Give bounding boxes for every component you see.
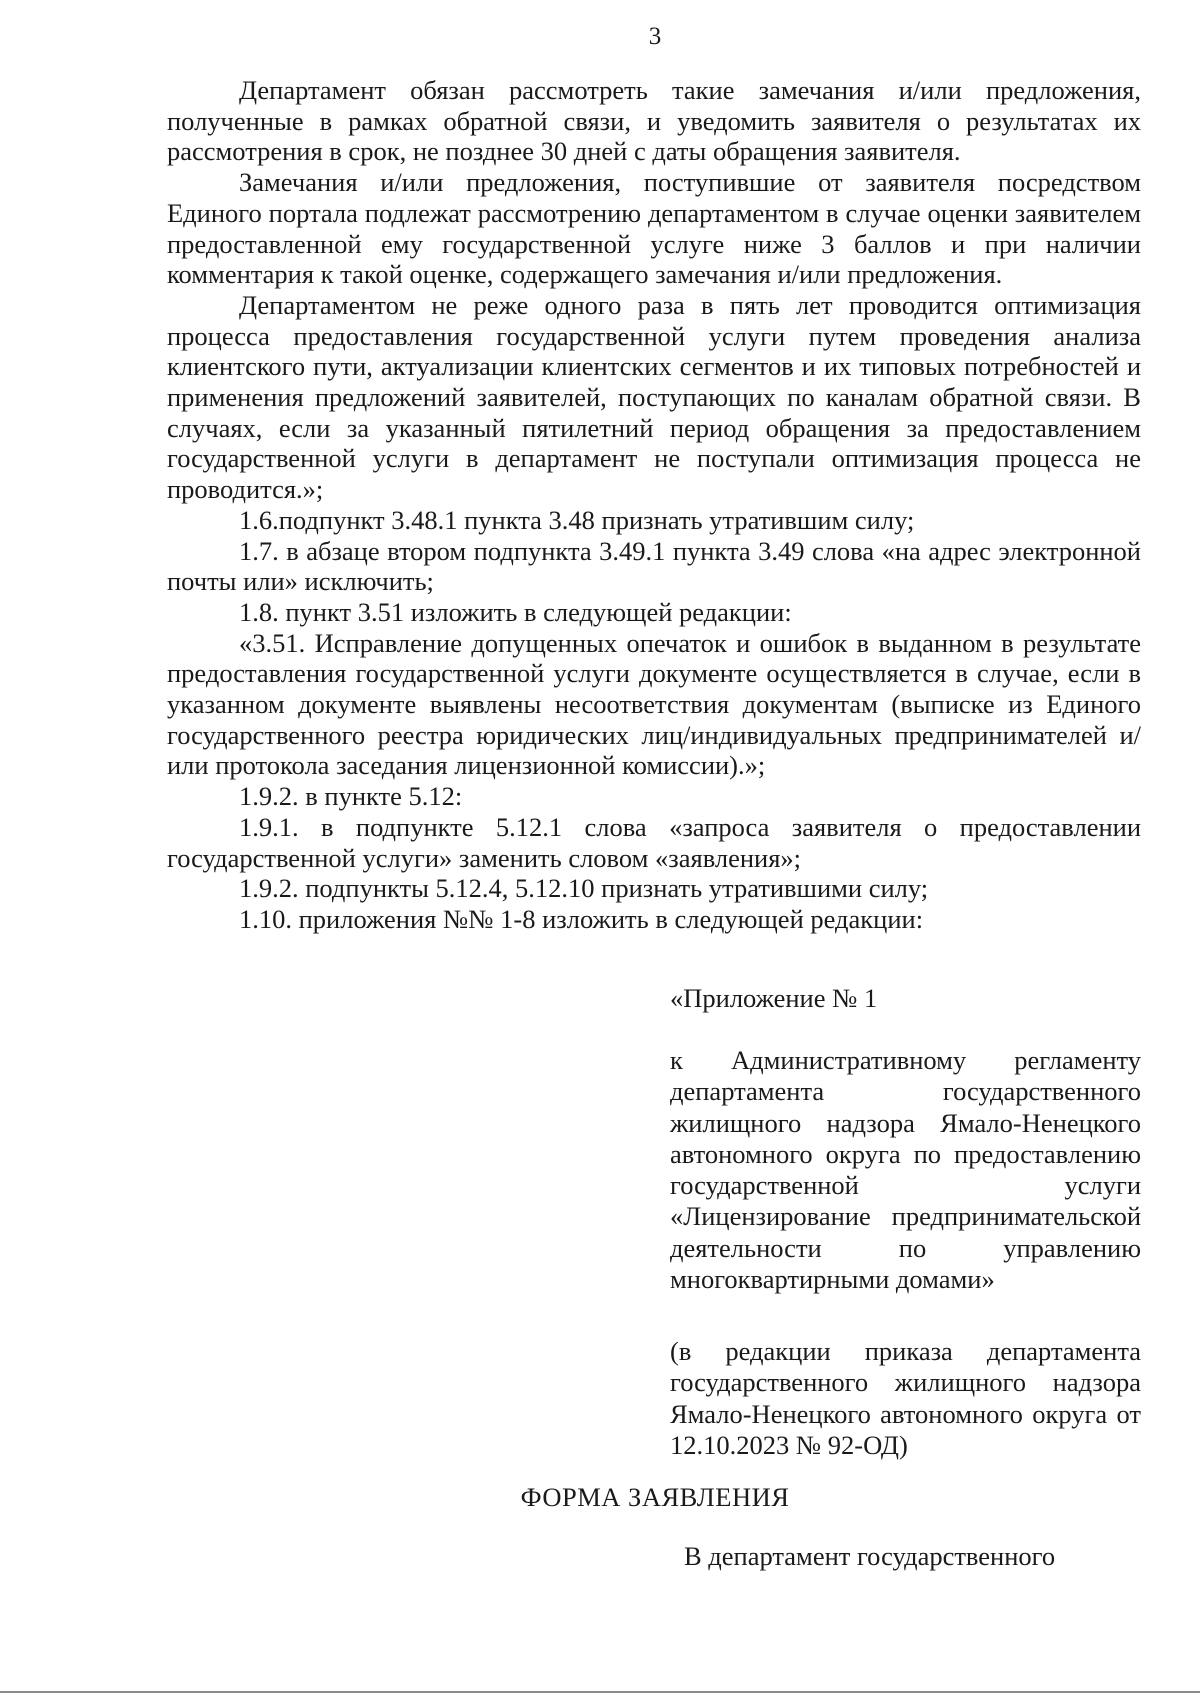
- paragraph-portal-remarks: Замечания и/или предложения, поступившие от заявителя посредством Единого портала подлежат рассмотрению департаментом в случае оценки заявителем предоставленной ему государственной услуге ниже 3 баллов и при наличии комментария к такой оценке, содержащего замечания и/или предложения.: [167, 167, 1141, 290]
- paragraph-item-1-7: 1.7. в абзаце втором подпункта 3.49.1 пункта 3.49 слова «на адрес электронной почты или» исключить;: [167, 535, 1141, 597]
- appendix-regulation-reference: к Административному регламенту департамента государственного жилищного надзора Ямало-Ненецкого автономного округа по предоставлению государственной услуги «Лицензирование предпринимательской деятельности по управлению многоквартирными домами»: [670, 1045, 1141, 1295]
- appendix-edition-note: (в редакции приказа департамента государственного жилищного надзора Ямало-Ненецкого автономного округа от 12.10.2023 № 92-ОД): [670, 1336, 1141, 1460]
- paragraph-item-3-51: «3.51. Исправление допущенных опечаток и ошибок в выданном в результате предоставления государственной услуги документе осуществляется в случае, если в указанном документе выявлены несоответствия документам (выписке из Единого государственного реестра юридических лиц/индивидуальных предпринимателей и/или протокола заседания лицензионной комиссии).»;: [167, 627, 1141, 781]
- paragraph-item-1-9-1: 1.9.1. в подпункте 5.12.1 слова «запроса заявителя о предоставлении государственной услуги» заменить словом «заявления»;: [167, 811, 1141, 873]
- appendix-title: «Приложение № 1: [670, 983, 878, 1013]
- paragraph-item-1-8: 1.8. пункт 3.51 изложить в следующей редакции:: [239, 596, 792, 627]
- paragraph-item-1-10: 1.10. приложения №№ 1-8 изложить в следующей редакции:: [239, 903, 924, 934]
- paragraph-item-1-6: 1.6.подпункт 3.48.1 пункта 3.48 признать утратившим силу;: [239, 504, 915, 535]
- addressee-line: В департамент государственного: [684, 1541, 1056, 1571]
- paragraph-feedback-review: Департамент обязан рассмотреть такие замечания и/или предложения, полученные в рамках обратной связи, и уведомить заявителя о результатах их рассмотрения в срок, не позднее 30 дней с даты обращения заявителя.: [167, 75, 1141, 167]
- page-bottom-border: [0, 1691, 1200, 1693]
- paragraph-item-1-9-2: 1.9.2. подпункты 5.12.4, 5.12.10 признать утратившими силу;: [239, 873, 929, 904]
- document-body: [167, 75, 1141, 935]
- paragraph-item-1-9-2-heading: 1.9.2. в пункте 5.12:: [239, 781, 463, 812]
- page-number: 3: [648, 23, 662, 50]
- paragraph-process-optimization: Департаментом не реже одного раза в пять лет проводится оптимизация процесса предоставления государственной услуги путем проведения анализа клиентского пути, актуализации клиентских сегментов и их типовых потребностей и применения предложений заявителей, поступающих по каналам обратной связи. В случаях, если за указанный пятилетний период обращения за предоставлением государственной услуги в департамент не поступали оптимизация процесса не проводится.»;: [167, 289, 1141, 505]
- form-title: ФОРМА ЗАЯВЛЕНИЯ: [520, 1482, 790, 1512]
